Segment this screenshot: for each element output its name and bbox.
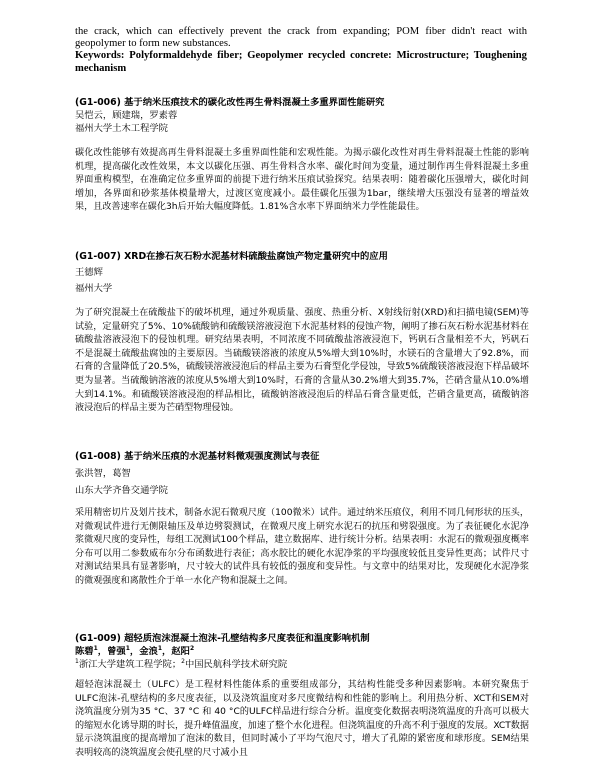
affil-name: 中国民航科学技术研究院 [184,659,288,670]
paper-institution: 山东大学齐鲁交通学院 [75,485,168,496]
paper-title-text: XRD在掺石灰石粉水泥基材料硫酸盐腐蚀产物定量研究中的应用 [124,251,388,262]
paper-id: (G1-006) [75,97,121,108]
english-abstract-tail [75,26,527,75]
paper-title-text: 超轻质泡沫混凝土泡沫-孔壁结构多尺度表征和温度影响机制 [124,633,370,644]
paper-abstract: 超轻泡沫混凝土（ULFC）是工程材料性能体系的重要组成部分，其结构性能受多种因素影响。本研究聚焦于ULFC泡沫-孔壁结构的多尺度表征，以及浇筑温度对多尺度微结构和性能的影响上。利用热分析、XCT和SEM对浇筑温度分别为35 °C、37 °C 和 40 °C的ULFC样品进行综合分析。温度变化数据表明浇筑温度的升高可以极大的缩短水化诱导期的时长，提升峰值温度，加速了整个水化进程。但浇筑温度的升高不利于强度的发展。XCT数据显示浇筑温度的提高增加了泡沫的数目，但同时减小了平均气泡尺寸，增大了孔隙的紧密度和球形度。SEM结果表明较高的浇筑温度会使孔壁的尺寸减小且 [75,680,529,758]
paper-authors: 吴恺云，顾建瑞，罗素蓉 [75,110,178,121]
paper-institution: 福州大学 [75,283,113,294]
paper-institution: 福州大学土木工程学院 [75,123,168,134]
paper-id: (G1-009) [75,633,121,644]
paper-g1-007 [75,250,529,416]
keywords-label: Keywords: [75,50,125,62]
paper-authors: 陈碧$^1$，曾强$^1$，金浪$^1$，赵阳$^2$ [75,644,195,657]
paper-abstract: 为了研究混凝土在硫酸盐下的破坏机理，通过外观质量、强度、热重分析、X射线衍射(XRD)和扫描电镜(SEM)等试验，定量研究了5%、10%硫酸钠和硫酸镁溶液浸泡下水泥基材料的侵蚀产物，阐明了掺石灰石粉水泥基材料在硫酸盐溶液浸泡下的侵蚀机理。研究结果表明，不同浓度不同硫酸盐溶液浸泡下，钙矾石含量相差不大，钙矾石不是混凝土硫酸盐腐蚀的主要原因。当硫酸镁溶液的浓度从5%增大到10%时，水镁石的含量增大了92.8%，而石膏的含量降低了20.5%，硫酸镁溶液浸泡后的样品主要为石膏型化学侵蚀，导致5%硫酸镁溶液浸泡下样品破坏更为显著。当硫酸钠溶液的浓度从5%增大到10%时，石膏的含量从30.2%增大到35.7%，芒硝含量从10.0%增大到14.1%。和硫酸镁溶液浸泡的样品相比，硫酸钠溶液浸泡后的样品石膏含量更低，芒硝含量更高，硫酸钠溶液浸泡后的样品主要为芒硝型物理侵蚀。 [75,308,529,414]
author-affil: 1 [93,644,98,652]
paper-title-text: 基于纳米压痕技术的碳化改性再生骨料混凝土多重界面性能研究 [124,97,385,108]
paper-affiliations: $^1$浙江大学建筑工程学院；$^2$中国民航科学技术研究院 [75,657,288,670]
keywords-text: Polyformaldehyde fiber; Geopolymer recycled concrete: Microstructure; Toughening mechanism [75,50,527,74]
paper-id: (G1-008) [75,451,121,462]
english-keywords [75,50,527,74]
author-affil: 1 [157,644,163,652]
author-name: 金浪 [139,646,158,657]
paper-id: (G1-007) [75,251,121,262]
author-name: 赵阳 [171,646,190,657]
paper-title-text: 基于纳米压痕的水泥基材料微观强度测试与表征 [124,451,320,462]
author-affil: 2 [189,644,195,652]
paper-abstract: 采用精密切片及划片技术，制备水泥石微观尺度（100微米）试件。通过纳米压痕仪，利用不同几何形状的压头，对微观试件进行无侧限轴压及单边劈裂测试，在微观尺度上研究水泥石的抗压和劈裂强度。为了表征硬化水泥净浆微观尺度的变异性，每组工况测试100个样品，建立数据库、进行统计分析。结果表明：水泥石的微观强度概率分布可以用二参数威布尔分布函数进行表征；高水胶比的硬化水泥净浆的平均强度较低且变异性更高；试件尺寸对测试结果具有显著影响，尺寸较大的试件具有较低的强度和变异性。与文章中的结果对比，发现硬化水泥净浆的微观强度和离散性介于单一水化产物和混凝土之间。 [75,508,529,586]
paper-abstract: 碳化改性能够有效提高再生骨料混凝土多重界面性能和宏观性能。为揭示碳化改性对再生骨料混凝土性能的影响机理，提高碳化改性效果，本文以碳化压强、再生骨料含水率、碳化时间为变量，通过制作再生骨料混凝土多重界面重构模型，在准确定位多重界面的前提下进行纳米压痕试验探究。结果表明：随着碳化压强增大，碳化时间增加，各界面和砂浆基体模量增大，过渡区宽度减小。最佳碳化压强为1bar，继续增大压强没有显著的增益效果，且改善速率在碳化3h后开始大幅度降低。1.81%含水率下界面纳米力学性能最佳。 [75,148,529,213]
paper-title [75,250,529,263]
paper-title [75,450,529,463]
paper-g1-008 [75,450,529,589]
paper-title [75,96,529,109]
paper-g1-006 [75,96,529,215]
affil-marker: 1 [75,657,79,665]
author-name: 曾强 [107,646,126,657]
author-name: 陈碧 [75,646,94,657]
paper-title [75,632,529,645]
affil-marker: 2 [181,657,185,665]
paper-g1-009 [75,632,529,761]
affil-name: 浙江大学建筑工程学院 [78,659,172,670]
author-affil: 1 [125,644,130,652]
paper-authors: 王德辉 [75,267,103,278]
paper-authors: 张洪智，葛智 [75,468,131,479]
english-abstract-text: the crack, which can effectively prevent the crack from expanding; POM fiber didn't react with geopolymer to form new substances. [75,26,527,50]
